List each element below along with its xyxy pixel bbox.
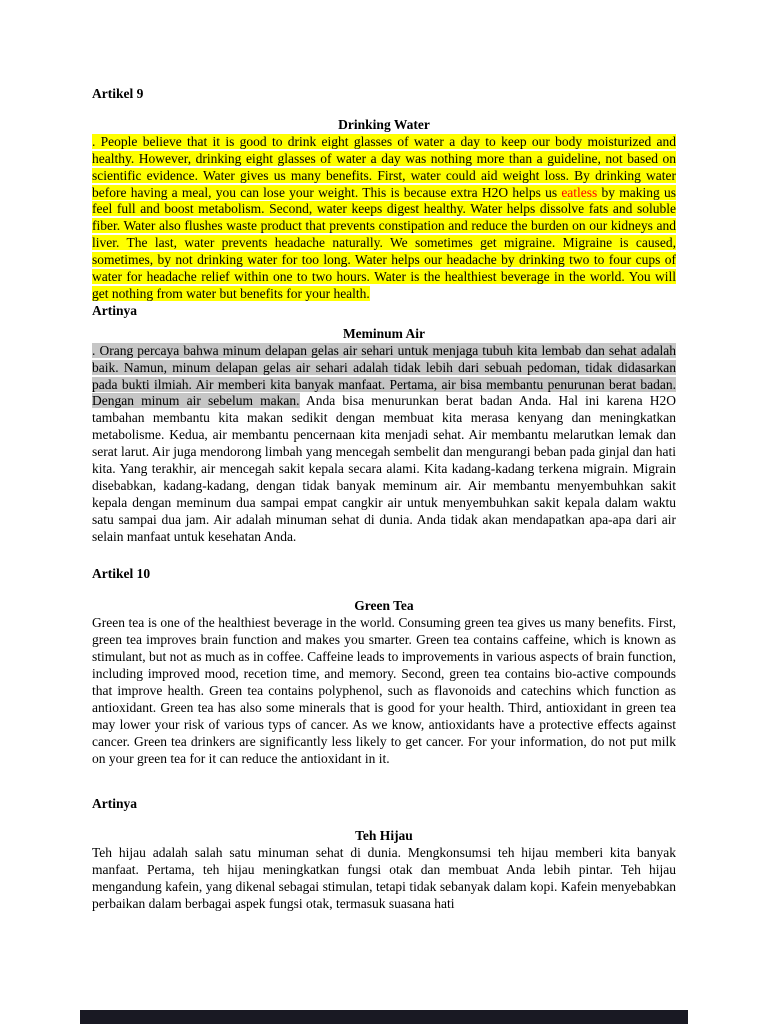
red-word-eatless: eatless <box>561 184 598 200</box>
article-label: Artikel 10 <box>92 565 151 581</box>
yellow-highlighted-text: by making us feel full and boost metabolism. Second, water keeps digest healthy. Water helps dissolve fats and soluble fiber. Water also flushes waste product that prevents constipation and reduce the burden on our kidneys and liver. The last, water prevents headache naturally. We sometimes get migraine. Migraine is caused, sometimes, by not drinking water for too long. Water helps our headache by drinking two to four cups of water for headache relief within one to two hours. Water is the healthiest beverage in the world. You will get nothing from water but benefits for your health. <box>92 184 677 301</box>
gray-highlighted-text: . Orang percaya bahwa minum delapan gelas air sehari untuk menjaga tubuh kita lembab dan sehat adalah baik. Namun, minum delapan gelas air sehari adalah tidak lebih dari sebuah pedoman, tidak didasarkan pada bukti ilmiah. Air memberi kita banyak manfaat. Pertama, air bisa membantu penurunan berat badan. Dengan minum air sebelum makan. <box>92 342 676 409</box>
article-label: Artikel 9 <box>92 86 144 101</box>
article-title: Green Tea <box>354 598 414 614</box>
translation-paragraph: Teh hijau adalah salah satu minuman sehat di dunia. Mengkonsumsi teh hijau memberi kita banyak manfaat. Pertama, teh hijau meningkatkan fungsi otak dan membuat Anda lebih pintar. Teh hijau mengandung kafein, yang dikenal sebagai stimulan, tetapi tidak sebanyak dalam kopi. Kafein menyebabkan perbaikan dalam berbagai aspek fungsi otak, termasuk suasana hati <box>92 845 676 912</box>
article-paragraph: Green tea is one of the healthiest beverage in the world. Consuming green tea gives us many benefits. First, green tea improves brain function and makes you smarter. Green tea contains caffeine, which is known as stimulant, but not as much as in coffee. Caffeine leads to improvements in various aspects of brain function, including improved mood, recetion time, and memory. Second, green tea contains bio-active compounds that improve health. Green tea contains polyphenol, such as flavonoids and catechins which function as antioxidant. Green tea has also some minerals that is good for your health. Third, antioxidant in green tea may lower your risk of various typs of cancer. As we know, antioxidants have a protective effects against cancer. Green tea drinkers are significantly less likely to get cancer. For your information, do not put milk on your green tea for it can reduce the antioxidant in it. <box>92 615 676 766</box>
article-title: Drinking Water <box>338 116 430 132</box>
translation-label: Artinya <box>92 795 137 811</box>
article-paragraph <box>92 134 676 303</box>
section-artinya-2 <box>92 796 676 913</box>
translation-title: Meminum Air <box>342 325 426 341</box>
translation-label: Artinya <box>92 302 137 318</box>
yellow-highlighted-text: . People believe that it is good to drink eight glasses of water a day to keep our body moisturized and healthy. However, drinking eight glasses of water a day was nothing more than a guideline, not based on scientific evidence. Water gives us many benefits. First, water could aid weight loss. By drinking water before having a meal, you can lose your weight. This is because extra H2O helps us <box>92 133 676 200</box>
section-artikel-10 <box>92 566 676 768</box>
translation-title: Teh Hijau <box>355 828 413 844</box>
section-artinya-1 <box>92 303 676 546</box>
translation-paragraph <box>92 343 676 546</box>
plain-text: Anda bisa menurunkan berat badan Anda. Hal ini karena H2O tambahan membantu kita makan sedikit dengan membuat kita merasa kenyang dan meningkatkan metabolisme. Kedua, air membantu pencernaan kita menjadi sehat. Air membantu melarutkan lemak dan serat larut. Air juga mendorong limbah yang mencegah sembelit dan mengurangi beban pada ginjal dan hati kita. Yang terakhir, air mencegah sakit kepala secara alami. Kita kadang-kadang terkena migrain. Migrain disebabkan, kadang-kadang, dengan tidak banyak meminum air. Air membantu menyembuhkan sakit kepala dengan meminum dua sampai empat cangkir air untuk menyembuhkan sakit kepala dalam waktu satu sampai dua jam. Air adalah minuman sehat di dunia. Anda tidak akan mendapatkan apa-apa dari air selain manfaat untuk kesehatan Anda. <box>92 393 676 544</box>
section-artikel-9 <box>92 86 676 303</box>
page-gap-bar <box>80 1010 688 1024</box>
